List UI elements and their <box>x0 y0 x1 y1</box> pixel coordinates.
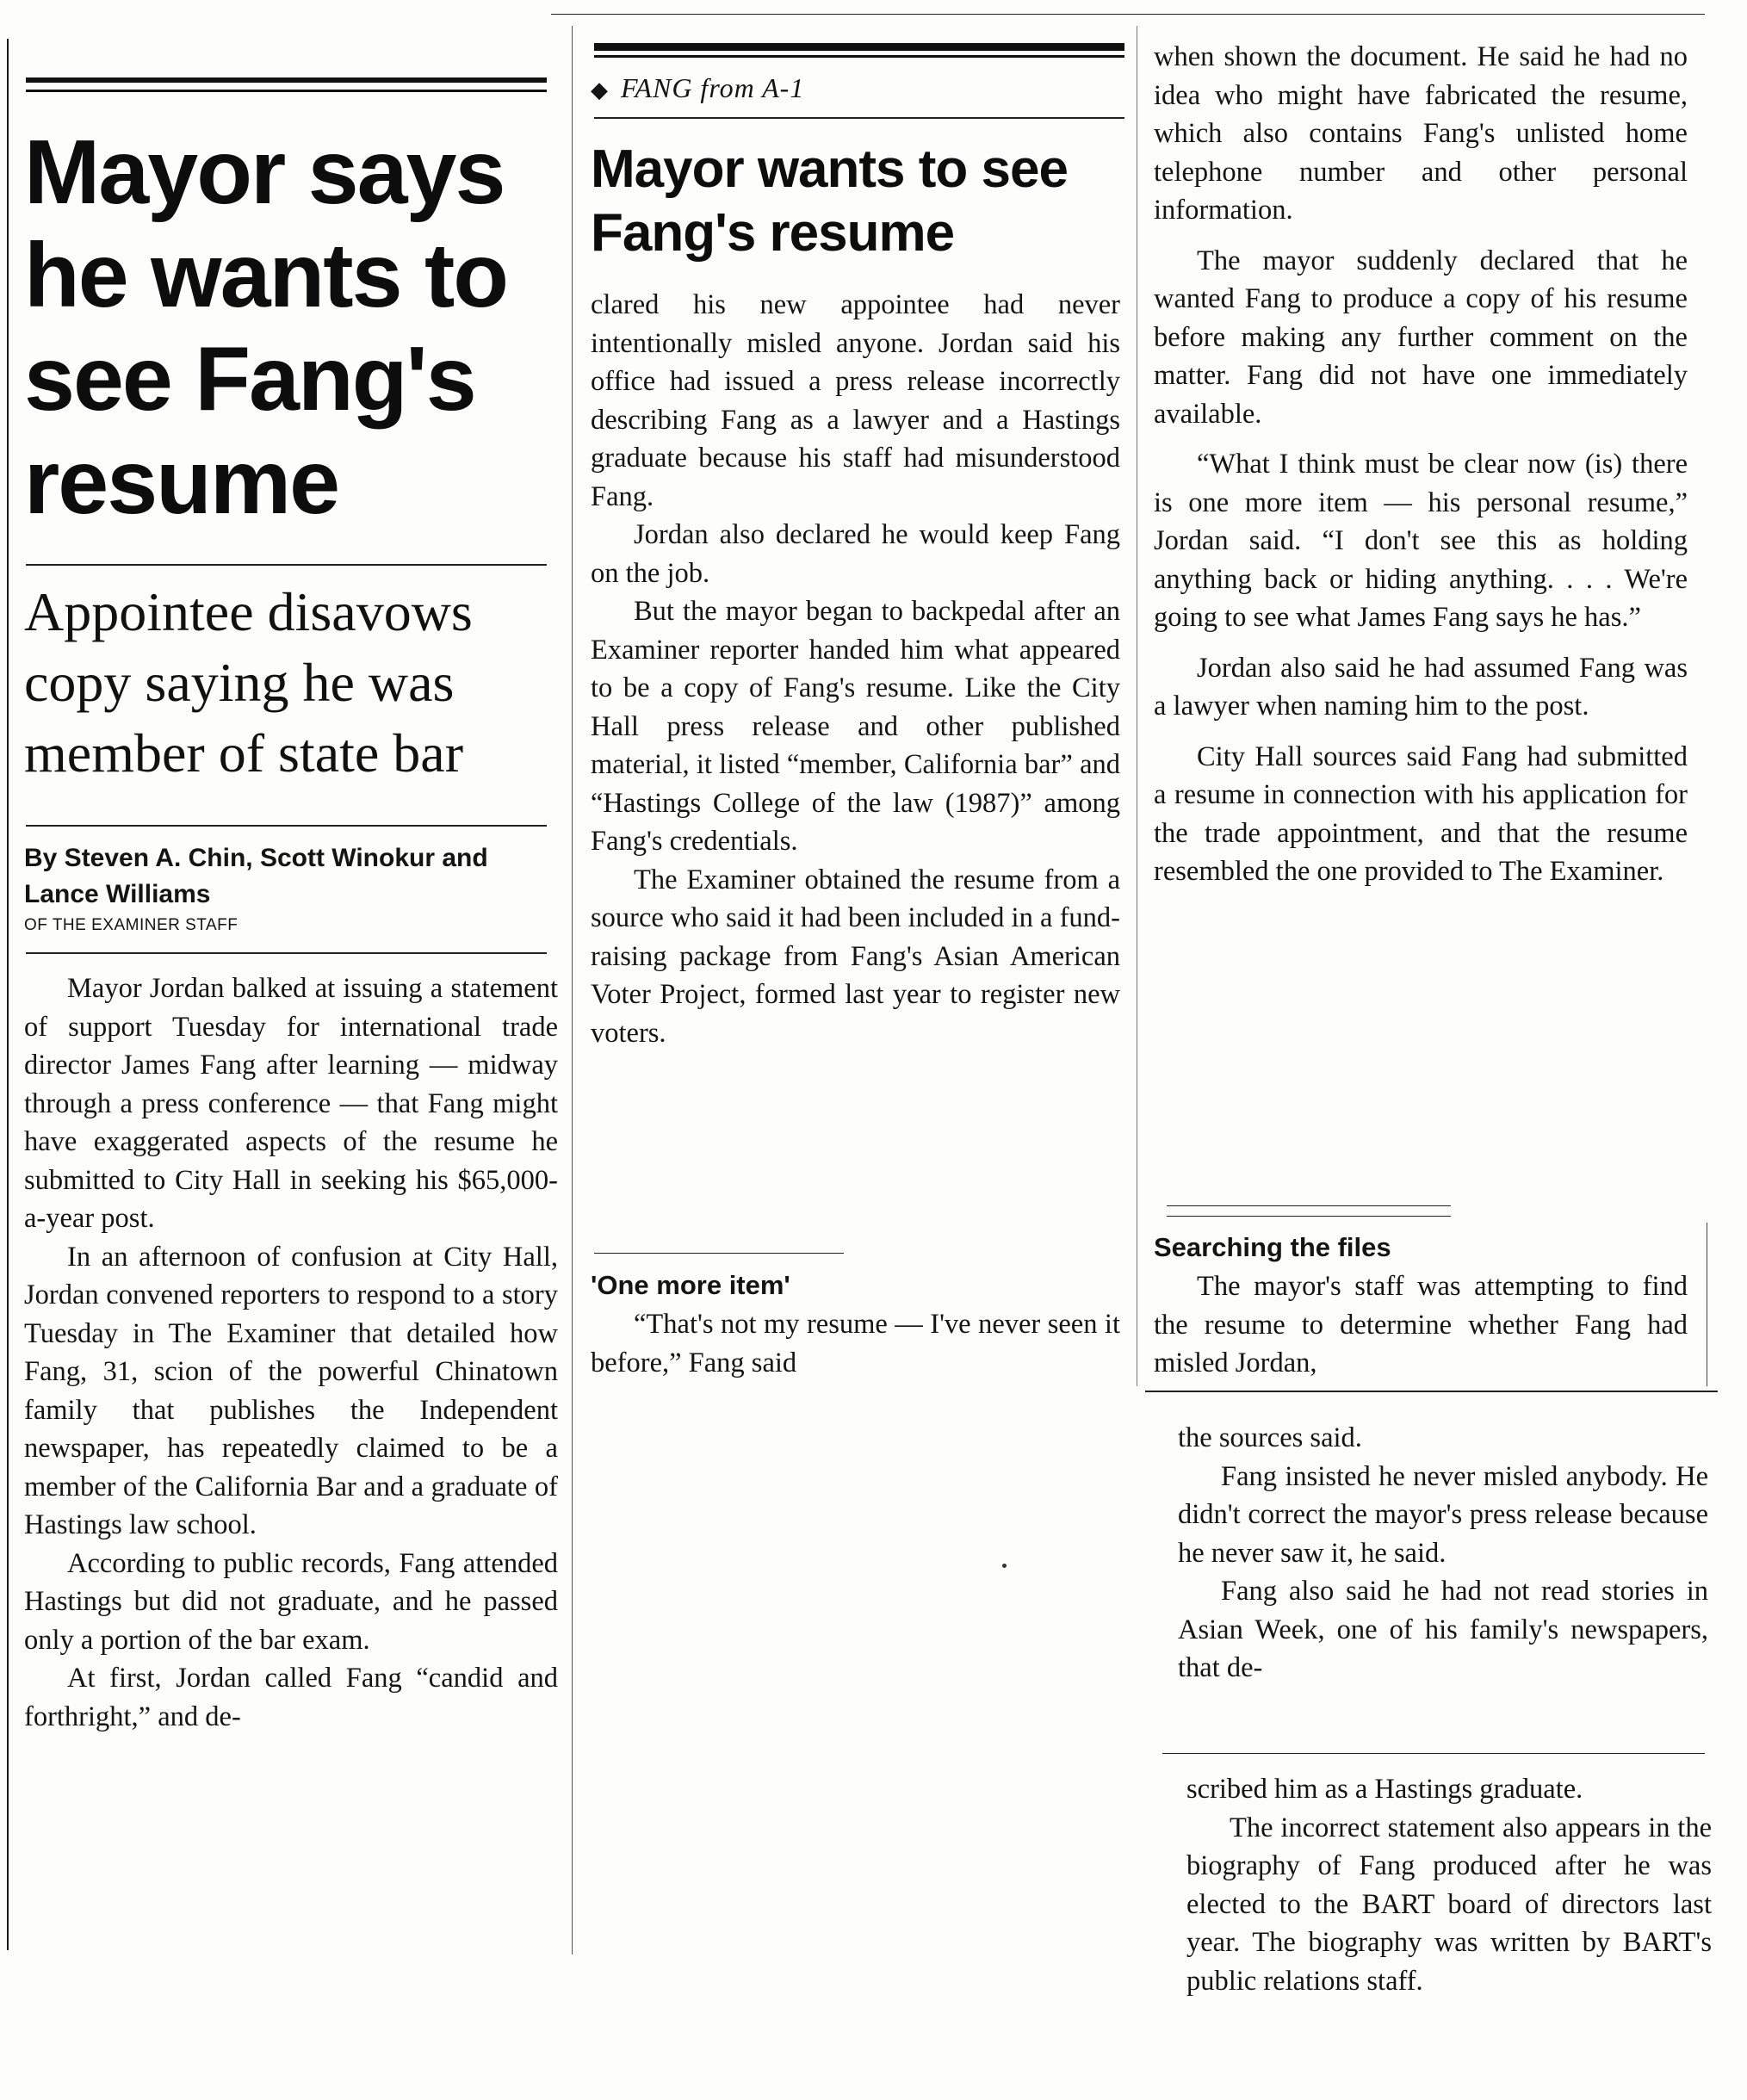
subhead-searching-files: Searching the files <box>1154 1232 1391 1262</box>
paragraph: The mayor suddenly declared that he wanted Fang to produce a copy of his resume before making any further comment on the matter. Fang did not have one immediately available. <box>1154 245 1688 430</box>
paragraph: City Hall sources said Fang had submitted a resume in connection with his application for the trade appointment, and that the resume resembled the one provided to The Examiner. <box>1154 740 1688 887</box>
staff-credit: OF THE EXAMINER STAFF <box>24 916 239 934</box>
paragraph: scribed him as a Hastings graduate. <box>1186 1774 1583 1805</box>
paragraph: Jordan also declared he would keep Fang on the job. <box>591 519 1120 589</box>
subhead-rule-right-1 <box>1167 1205 1451 1206</box>
headline-rule <box>26 564 547 566</box>
deck-subheadline: Appointee disavows copy saying he was member of state bar <box>24 581 473 784</box>
diamond-icon: ◆ <box>591 77 609 102</box>
main-headline: Mayor says he wants to see Fang's resume <box>24 121 508 533</box>
right-column-sub-body <box>1154 1267 1688 1383</box>
paragraph: Fang insisted he never misled anybody. He didn't correct the mayor's press release because he never saw it, he said. <box>1178 1460 1708 1569</box>
right-column-bottom-body <box>1186 1770 1712 2000</box>
top-edge-rule <box>551 14 1705 15</box>
left-column-body <box>24 969 558 1736</box>
paragraph: In an afternoon of confusion at City Hall, Jordan convened reporters to respond to a story Tuesday in The Examiner that detailed how Fang, 31, scion of the powerful Chinatown family that publishes the Independent newspaper, has repeatedly claimed to be a member of the California Bar and a graduate of Hastings law school. <box>24 1241 558 1540</box>
paragraph: clared his new appointee had never intentionally misled anyone. Jordan said his office had issued a press release incorrectly describing Fang as a lawyer and a Hastings graduate because his staff had misunderstood Fang. <box>591 289 1120 512</box>
paragraph: But the mayor began to backpedal after an Examiner reporter handed him what appeared to be a copy of Fang's resume. Like the City Hall press release and other published material, it listed “member, California bar” and “Hastings College of the law (1987)” among Fang's credentials. <box>591 596 1120 857</box>
right-column-body <box>1154 38 1688 891</box>
lower-rule-right <box>1162 1753 1705 1754</box>
paragraph: According to public records, Fang attended Hastings but did not graduate, and he passed only a portion of the bar exam. <box>24 1547 558 1656</box>
paragraph: Jordan also said he had assumed Fang was a lawyer when naming him to the post. <box>1154 652 1688 722</box>
byline: By Steven A. Chin, Scott Winokur and Lance Williams <box>24 844 488 908</box>
left-top-thin-rule <box>26 90 547 92</box>
paragraph: when shown the document. He said he had no idea who might have fabricated the resume, which also contains Fang's unlisted home telephone number and other personal information. <box>1154 41 1688 226</box>
paste-rule-right <box>1145 1391 1718 1392</box>
paragraph: The Examiner obtained the resume from a source who said it had been included in a fund-raising package from Fang's Asian American Voter Project, formed last year to register new voters. <box>591 864 1120 1049</box>
middle-column-body-lower <box>591 1305 1120 1382</box>
paragraph: “That's not my resume — I've never seen it before,” Fang said <box>591 1309 1120 1378</box>
byline-rule <box>26 952 547 954</box>
subhead-rule-right-2 <box>1167 1216 1451 1217</box>
paragraph: At first, Jordan called Fang “candid and forthright,” and de- <box>24 1663 558 1732</box>
middle-top-thick-rule <box>594 43 1124 51</box>
middle-top-thin-rule <box>594 55 1124 58</box>
deck-rule <box>26 825 547 827</box>
jump-headline: Mayor wants to see Fang's resume <box>591 139 1068 263</box>
paragraph: the sources said. <box>1178 1422 1362 1453</box>
left-edge-rule <box>7 39 9 1950</box>
column-divider-1 <box>572 26 573 1954</box>
subhead-rule-middle <box>594 1253 844 1254</box>
middle-column-body <box>591 286 1120 1052</box>
jump-label: FANG from A-1 <box>621 72 805 103</box>
paragraph: Mayor Jordan balked at issuing a statement of support Tuesday for international trade director James Fang after learning — midway through a press conference — that Fang might have exaggerated aspects of the resume he submitted to City Hall in seeking his $65,000-a-year post. <box>24 973 558 1234</box>
paragraph: The incorrect statement also appears in the biography of Fang produced after he was elected to the BART board of directors last year. The biography was written by BART's public relations staff. <box>1186 1812 1712 1997</box>
speck <box>1002 1564 1007 1568</box>
right-column-lower-body <box>1178 1419 1708 1688</box>
subhead-one-more-item: 'One more item' <box>591 1270 790 1300</box>
jump-rule <box>594 117 1124 119</box>
paragraph: “What I think must be clear now (is) there is one more item — his personal resume,” Jordan said. “I don't see this as holding anything back or hiding anything. . . . We're going to see what James Fang says he has.” <box>1154 449 1688 633</box>
left-top-double-rule <box>26 77 547 83</box>
jump-line <box>591 72 804 104</box>
paragraph: Fang also said he had not read stories in Asian Week, one of his family's newspapers, that de- <box>1178 1576 1708 1683</box>
paragraph: The mayor's staff was attempting to find the resume to determine whether Fang had misled Jordan, <box>1154 1271 1688 1378</box>
